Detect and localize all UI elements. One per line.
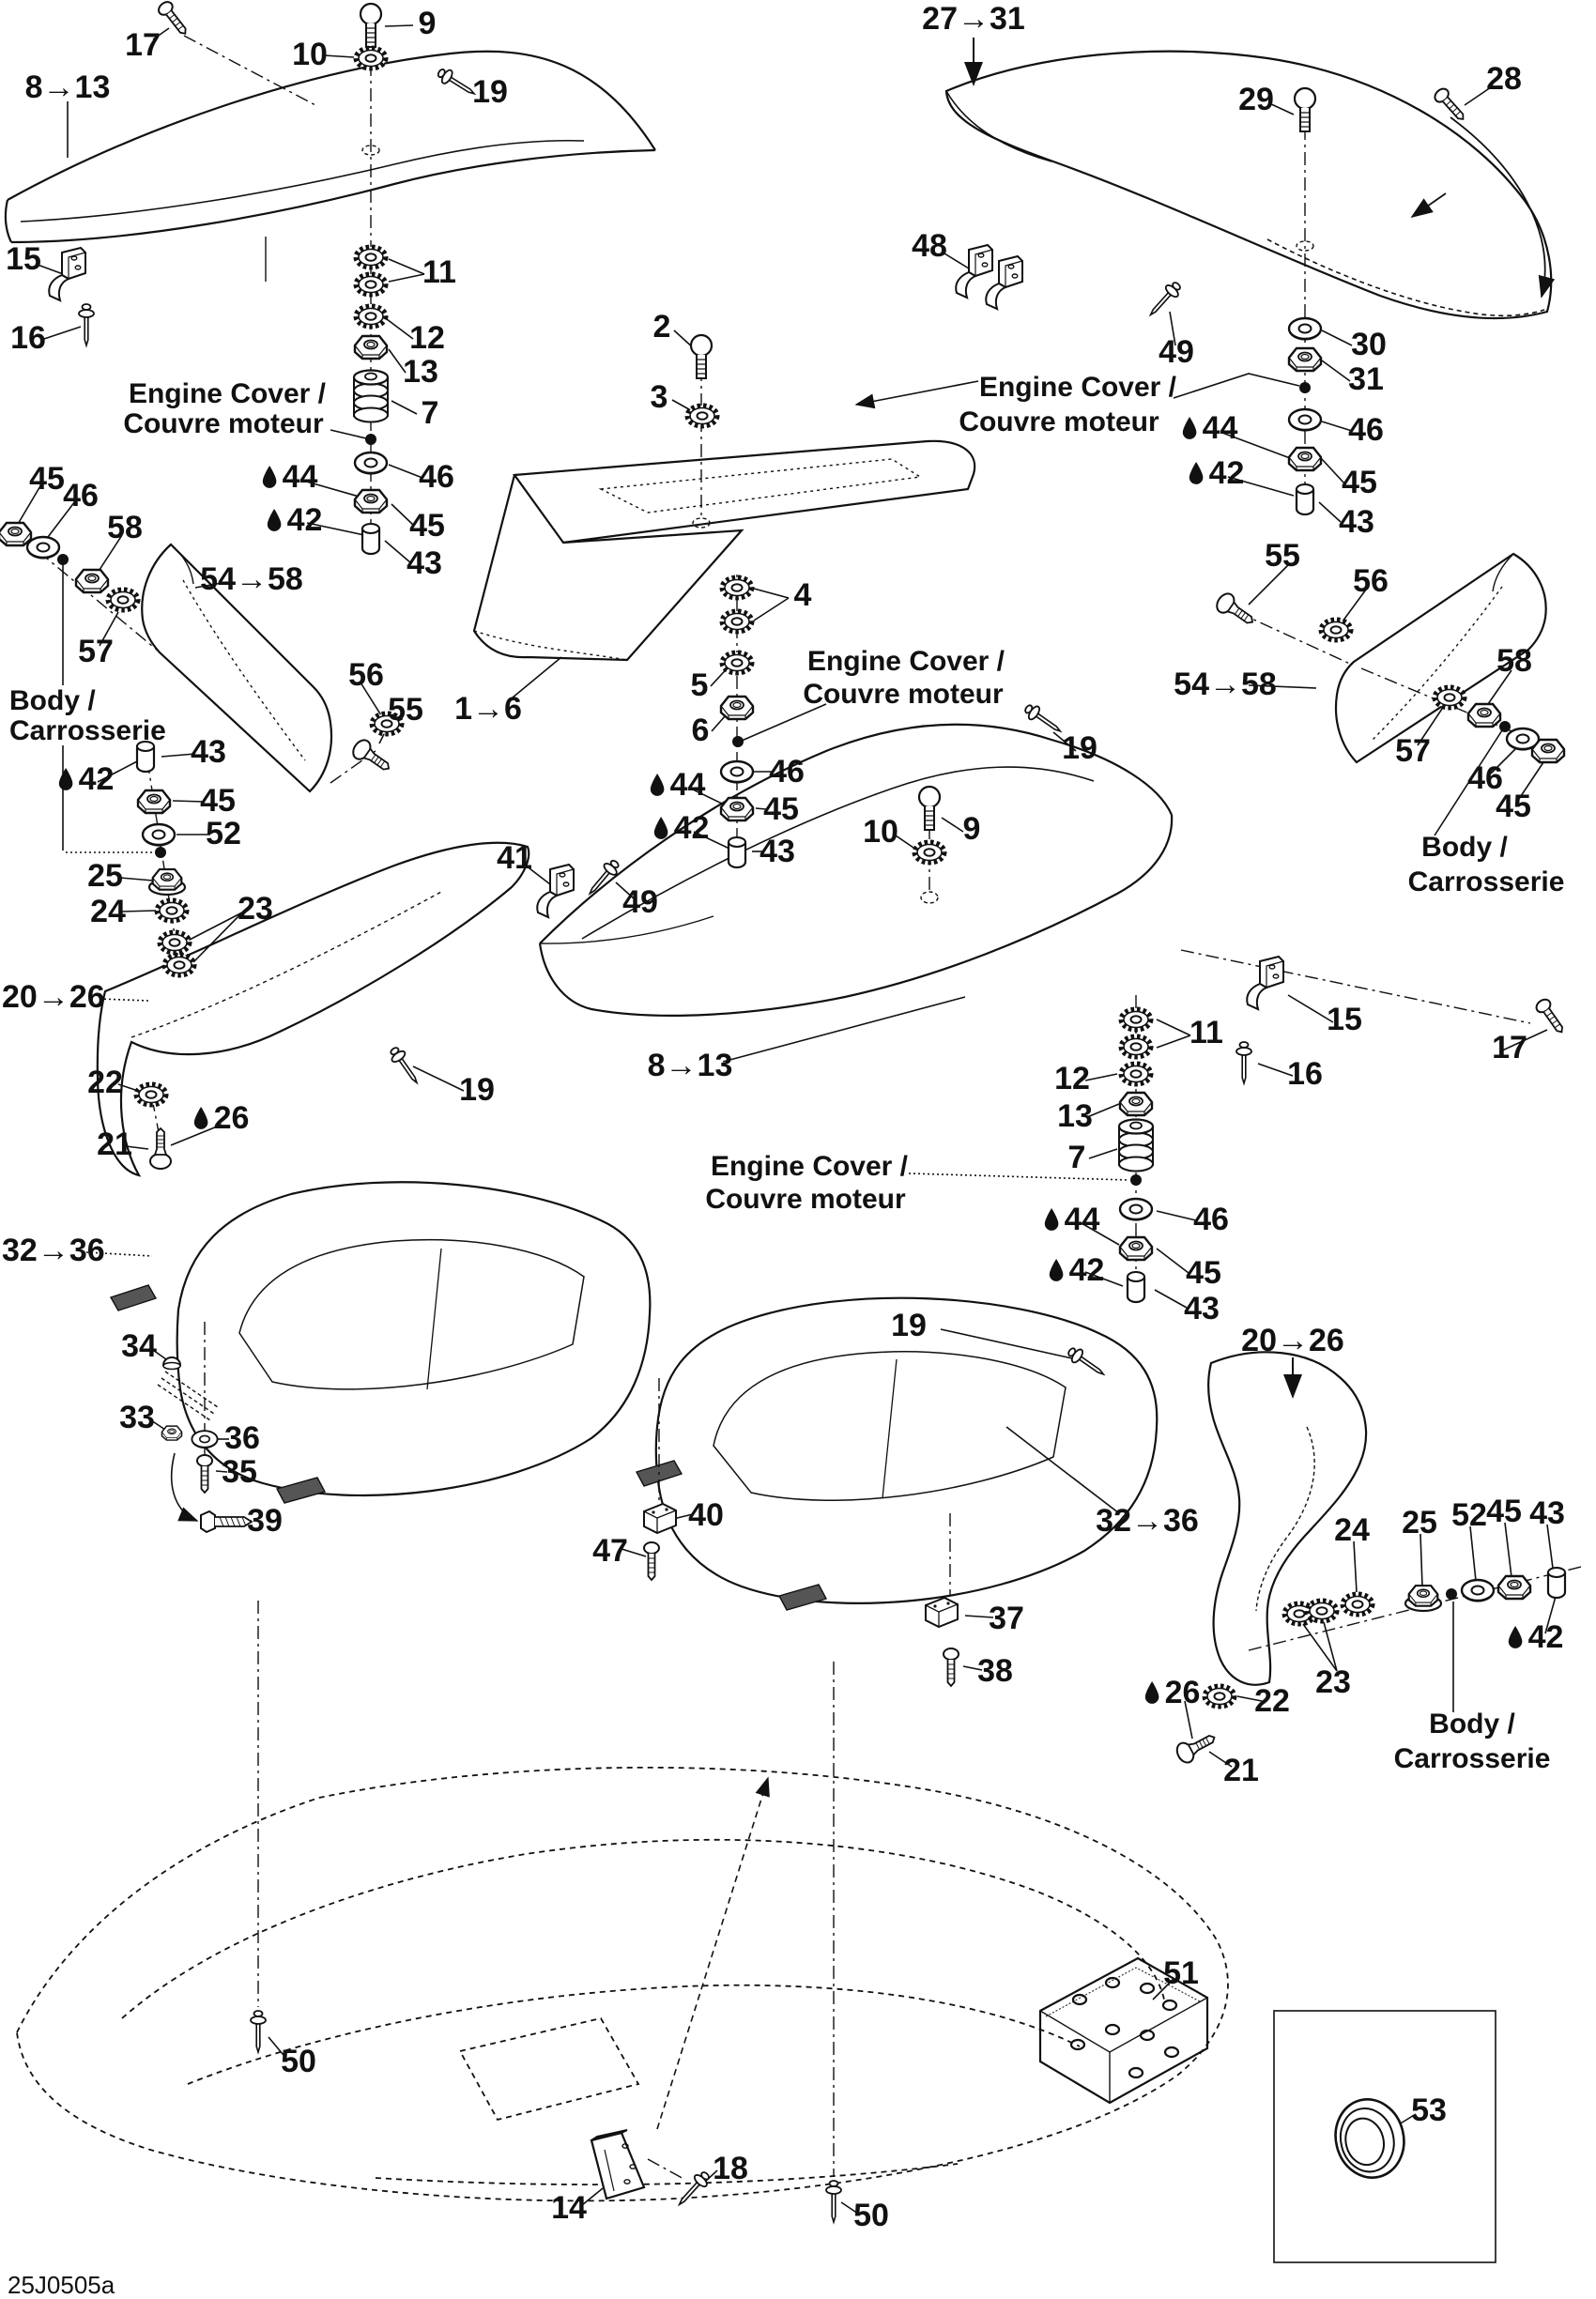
hardware-star: [1205, 1686, 1235, 1707]
callout-c-45: 45: [1342, 465, 1377, 500]
hardware-nut: [1532, 740, 1564, 762]
callout-b-43: 43: [760, 834, 795, 869]
callout-k-14: 14: [551, 2190, 587, 2226]
hardware-dot: [1130, 1174, 1142, 1186]
callout-d-8-13: 8→13: [647, 1048, 733, 1083]
hardware-cap: [362, 524, 379, 554]
callout-d-9: 9: [962, 811, 981, 847]
hardware-nut: [1468, 704, 1500, 727]
oil-drop-icon: [1043, 1207, 1061, 1233]
callout-b-5: 5: [690, 667, 709, 703]
callout-a-12: 12: [409, 320, 445, 356]
hardware-rivet: [1022, 701, 1065, 737]
callout-i-38: 38: [977, 1653, 1013, 1689]
callout-k-18: 18: [713, 2151, 748, 2186]
hardware-capdome: [163, 1357, 180, 1370]
callout-j-43: 43: [1529, 1495, 1565, 1531]
callout-j-45: 45: [1486, 1494, 1522, 1529]
hardware-star: [160, 932, 190, 953]
hardware-rivet: [826, 2181, 841, 2222]
callout-c-31: 31: [1348, 361, 1384, 397]
callout-g-19: 19: [459, 1072, 495, 1108]
callout-a-17: 17: [125, 27, 161, 63]
callout-k-51: 51: [1163, 1955, 1199, 1991]
callout-b-6: 6: [691, 713, 710, 748]
callout-c-cap2: Couvre moteur: [959, 406, 1159, 437]
hardware-screwpan: [919, 787, 940, 830]
hardware-cap: [1128, 1272, 1144, 1302]
hardware-star: [1343, 1594, 1373, 1615]
callout-b-46: 46: [769, 754, 805, 789]
oil-drop-icon: [57, 767, 75, 792]
callout-f-46: 46: [1467, 760, 1503, 796]
callout-d-15: 15: [1327, 1002, 1362, 1037]
hardware-star: [356, 247, 386, 268]
callout-a-43: 43: [407, 545, 442, 581]
hardware-star: [1121, 1009, 1151, 1030]
hardware-screwpan: [1295, 88, 1315, 131]
callout-a-13: 13: [403, 354, 438, 390]
callout-b-cap2: Couvre moteur: [803, 679, 1004, 710]
callout-d-45: 45: [1186, 1255, 1221, 1291]
callout-b-cap1: Engine Cover /: [806, 646, 1005, 677]
callout-i-37: 37: [989, 1601, 1024, 1636]
callout-e-58: 58: [107, 510, 143, 545]
callout-c-48: 48: [912, 228, 947, 264]
hardware-star: [1307, 1601, 1337, 1621]
callout-j-body2: Carrosserie: [1393, 1743, 1551, 1774]
callout-c-28: 28: [1486, 61, 1522, 97]
callout-j-21: 21: [1223, 1753, 1259, 1788]
hardware-rivet: [674, 2169, 713, 2209]
hardware-star: [108, 590, 138, 610]
callout-j-26: 26: [1143, 1677, 1201, 1709]
callout-d-cap2: Couvre moteur: [705, 1184, 906, 1215]
hardware-screwflat: [1213, 590, 1258, 631]
callout-f-55: 55: [1265, 538, 1300, 574]
callout-b-2: 2: [652, 309, 671, 345]
callout-c-46: 46: [1348, 412, 1384, 448]
callout-d-16: 16: [1287, 1056, 1323, 1092]
hardware-washer: [143, 824, 175, 846]
hardware-washer: [1289, 409, 1321, 431]
hardware-nut: [1120, 1093, 1152, 1115]
oil-drop-icon: [266, 508, 284, 533]
callout-c-44: 44: [1181, 412, 1238, 444]
callout-a-10: 10: [292, 37, 328, 72]
callout-h-33: 33: [119, 1400, 155, 1435]
hardware-nut: [76, 570, 108, 592]
callout-b-45: 45: [763, 791, 799, 827]
hardware-block: [926, 1598, 958, 1627]
hardware-screwflat: [349, 737, 394, 777]
callout-a-7: 7: [421, 395, 439, 431]
oil-drop-icon: [1507, 1625, 1525, 1650]
assembly-axes: [19, 36, 1585, 2180]
hardware-rivet: [584, 857, 622, 898]
callout-d-43: 43: [1184, 1291, 1220, 1326]
oil-drop-icon: [1181, 416, 1199, 441]
hardware-screwpan: [691, 335, 712, 378]
hardware-washer: [1289, 318, 1321, 340]
callout-f-body2: Carrosserie: [1407, 866, 1565, 897]
hardware-nut: [138, 790, 170, 813]
hardware-dot: [1446, 1588, 1457, 1600]
callout-a-cap2: Couvre moteur: [123, 408, 324, 439]
hardware-star: [157, 900, 187, 921]
callout-g-21: 21: [97, 1127, 132, 1162]
hardware-cap: [1548, 1568, 1565, 1598]
callout-b-3: 3: [650, 379, 668, 415]
hardware-bracket: [537, 865, 574, 917]
engine-cover-right-outline: [540, 725, 1172, 1016]
hardware-screwsmall: [644, 1542, 659, 1580]
callout-e-57: 57: [78, 634, 114, 669]
callout-figure-code: 25J0505a: [8, 2271, 115, 2299]
hardware-nut: [0, 523, 31, 545]
hardware-star: [1321, 620, 1351, 640]
callout-g-49: 49: [622, 884, 658, 920]
callout-e-body2: Carrosserie: [9, 715, 166, 746]
oil-drop-icon: [1143, 1680, 1161, 1706]
callout-c-30: 30: [1351, 327, 1387, 362]
callout-h-39: 39: [247, 1503, 283, 1539]
callout-a-19: 19: [472, 74, 508, 110]
callout-a-16: 16: [10, 320, 46, 356]
callout-d-10: 10: [863, 814, 898, 850]
hardware-star: [722, 611, 752, 632]
callout-a-44: 44: [261, 461, 318, 493]
hardware-dot: [1499, 721, 1511, 732]
hardware-star: [356, 306, 386, 327]
oil-drop-icon: [261, 465, 279, 490]
oil-drop-icon: [652, 816, 670, 841]
hardware-cap: [1297, 484, 1313, 514]
oil-drop-icon: [649, 773, 667, 798]
callout-g-25: 25: [87, 858, 123, 894]
callout-i-40: 40: [688, 1497, 724, 1533]
seat-right-outline: [637, 1298, 1157, 1610]
hardware-star: [1121, 1064, 1151, 1084]
callout-b-1-6: 1→6: [454, 691, 522, 727]
hardware-bracket: [956, 245, 992, 298]
hardware-washer: [721, 761, 753, 783]
callout-c-cap1: Engine Cover /: [978, 372, 1177, 403]
hardware-screwflat: [1174, 1728, 1219, 1766]
hardware-nut: [721, 798, 753, 820]
hardware-washer: [355, 452, 387, 474]
hardware-flap: [591, 2130, 644, 2199]
callout-g-23: 23: [238, 891, 273, 927]
callout-j-22: 22: [1254, 1683, 1290, 1719]
callout-j-20-26: 20→26: [1241, 1323, 1344, 1358]
callout-e-46: 46: [63, 478, 99, 513]
hardware-star: [1121, 1036, 1151, 1057]
callout-e-54-58: 54→58: [200, 561, 303, 597]
callout-d-17: 17: [1492, 1030, 1527, 1065]
hardware-washer: [27, 537, 59, 559]
hardware-screwflat: [150, 1128, 171, 1169]
callout-d-19: 19: [1062, 730, 1097, 766]
hardware-screwsmall: [197, 1455, 212, 1493]
callout-i-47: 47: [592, 1533, 628, 1569]
callout-d-42: 42: [1048, 1254, 1105, 1286]
callout-d-cap1: Engine Cover /: [710, 1151, 909, 1182]
hardware-screwsmall: [1534, 997, 1568, 1036]
callout-f-45: 45: [1496, 789, 1531, 824]
callout-d-7: 7: [1067, 1140, 1086, 1175]
hardware-screwpan: [361, 4, 381, 47]
callout-e-body1: Body /: [9, 685, 96, 716]
hardware-mount: [1119, 1120, 1153, 1172]
callout-f-54-58: 54→58: [1174, 667, 1277, 702]
hardware-dot: [155, 847, 166, 858]
callout-b-42: 42: [652, 812, 710, 844]
callout-h-32-36: 32→36: [2, 1233, 105, 1268]
callout-g-41: 41: [497, 840, 532, 876]
oil-drop-icon: [1048, 1258, 1066, 1283]
callout-e-55: 55: [388, 692, 423, 728]
hardware-lag: [201, 1511, 252, 1532]
callout-g-42: 42: [57, 763, 115, 795]
callout-c-27-31: 27→31: [922, 1, 1025, 37]
callout-j-body1: Body /: [1429, 1709, 1515, 1740]
callout-k-53: 53: [1411, 2092, 1447, 2128]
callout-c-29: 29: [1238, 82, 1274, 117]
callout-g-43: 43: [191, 734, 226, 770]
hardware-dot: [1299, 382, 1311, 393]
hardware-dot: [732, 736, 744, 747]
hardware-star: [136, 1084, 166, 1105]
hardware-nut: [1498, 1576, 1530, 1599]
hardware-rivet: [251, 2011, 266, 2052]
callout-c-43: 43: [1339, 504, 1374, 540]
callout-d-11: 11: [1189, 1015, 1223, 1050]
hardware-nut: [355, 336, 387, 359]
hardware-cap: [729, 837, 745, 867]
hardware-rivet: [1145, 279, 1184, 319]
callout-a-15: 15: [6, 241, 41, 277]
callout-d-12: 12: [1054, 1061, 1090, 1096]
callout-g-24: 24: [90, 894, 126, 929]
callout-d-46: 46: [1193, 1202, 1229, 1237]
hardware-rivet: [387, 1045, 422, 1087]
callout-f-58: 58: [1496, 643, 1532, 679]
callout-f-56: 56: [1353, 563, 1389, 599]
hardware-star: [687, 406, 717, 426]
callout-j-52: 52: [1451, 1497, 1487, 1533]
callout-g-26: 26: [192, 1102, 250, 1134]
hardware-washer: [1120, 1199, 1152, 1220]
callout-f-57: 57: [1395, 733, 1431, 769]
callout-h-35: 35: [222, 1454, 257, 1490]
hardware-screwsmall: [1433, 86, 1469, 124]
callout-c-49: 49: [1159, 334, 1194, 370]
callout-d-13: 13: [1057, 1098, 1093, 1134]
callout-g-22: 22: [87, 1065, 123, 1100]
callout-h-36: 36: [224, 1420, 260, 1456]
hardware-dot: [57, 554, 69, 565]
hardware-grommet: [1327, 2092, 1412, 2185]
callout-c-42: 42: [1188, 457, 1245, 489]
callout-g-52: 52: [206, 816, 241, 851]
hardware-bracket: [49, 248, 85, 300]
hardware-star: [722, 577, 752, 598]
callout-k-50a: 50: [281, 2044, 316, 2079]
oil-drop-icon: [1188, 461, 1205, 486]
callout-a-11: 11: [422, 254, 456, 290]
callout-g-20-26: 20→26: [2, 979, 105, 1015]
hardware-locknut: [149, 869, 185, 895]
callout-i-32-36: 32→36: [1096, 1503, 1199, 1539]
hardware-star: [722, 652, 752, 673]
callout-j-25: 25: [1402, 1505, 1437, 1540]
callout-a-8-13: 8→13: [24, 69, 111, 105]
callout-j-24: 24: [1334, 1512, 1370, 1548]
callout-b-44: 44: [649, 769, 706, 801]
hardware-rivet: [1066, 1344, 1108, 1380]
hardware-star: [356, 274, 386, 295]
oil-drop-icon: [192, 1106, 210, 1131]
seat-left-outline: [111, 1182, 650, 1503]
callout-e-45: 45: [29, 461, 65, 497]
hardware-bracket: [1247, 957, 1283, 1009]
callout-j-42: 42: [1507, 1621, 1564, 1653]
hardware-nut: [721, 697, 753, 719]
hardware-star: [914, 842, 944, 863]
callout-f-body1: Body /: [1421, 832, 1508, 863]
hardware-nut: [1120, 1237, 1152, 1260]
hardware-screwsmall: [944, 1648, 959, 1686]
callout-h-34: 34: [121, 1328, 157, 1364]
callout-g-45: 45: [200, 783, 236, 819]
hardware-locknut: [1405, 1586, 1441, 1611]
hardware-star: [164, 955, 194, 975]
hardware-star: [1435, 687, 1465, 708]
callout-e-56: 56: [348, 657, 384, 693]
callout-j-19: 19: [891, 1308, 927, 1343]
hardware-washer: [192, 1431, 217, 1448]
callout-a-cap1: Engine Cover /: [128, 378, 327, 409]
hardware-screwsmall: [156, 0, 191, 38]
hardware-rivet: [1236, 1042, 1251, 1083]
callout-a-46: 46: [419, 459, 454, 495]
callout-k-50b: 50: [853, 2198, 889, 2233]
callout-j-23: 23: [1315, 1664, 1351, 1700]
hardware-washer: [1462, 1580, 1494, 1602]
hardware-nut: [355, 490, 387, 513]
hardware-nut: [1289, 348, 1321, 371]
callout-a-45: 45: [409, 508, 445, 544]
callout-a-9: 9: [418, 6, 437, 41]
hardware-nutsmall: [161, 1426, 181, 1440]
hardware-dot: [365, 434, 376, 445]
callout-a-42: 42: [266, 504, 323, 536]
hardware-rivet: [79, 304, 94, 345]
hardware-mount: [354, 371, 388, 422]
callout-b-4: 4: [793, 577, 812, 613]
hardware-star: [356, 48, 386, 69]
hardware-nut: [1289, 448, 1321, 470]
callout-d-44: 44: [1043, 1203, 1100, 1235]
